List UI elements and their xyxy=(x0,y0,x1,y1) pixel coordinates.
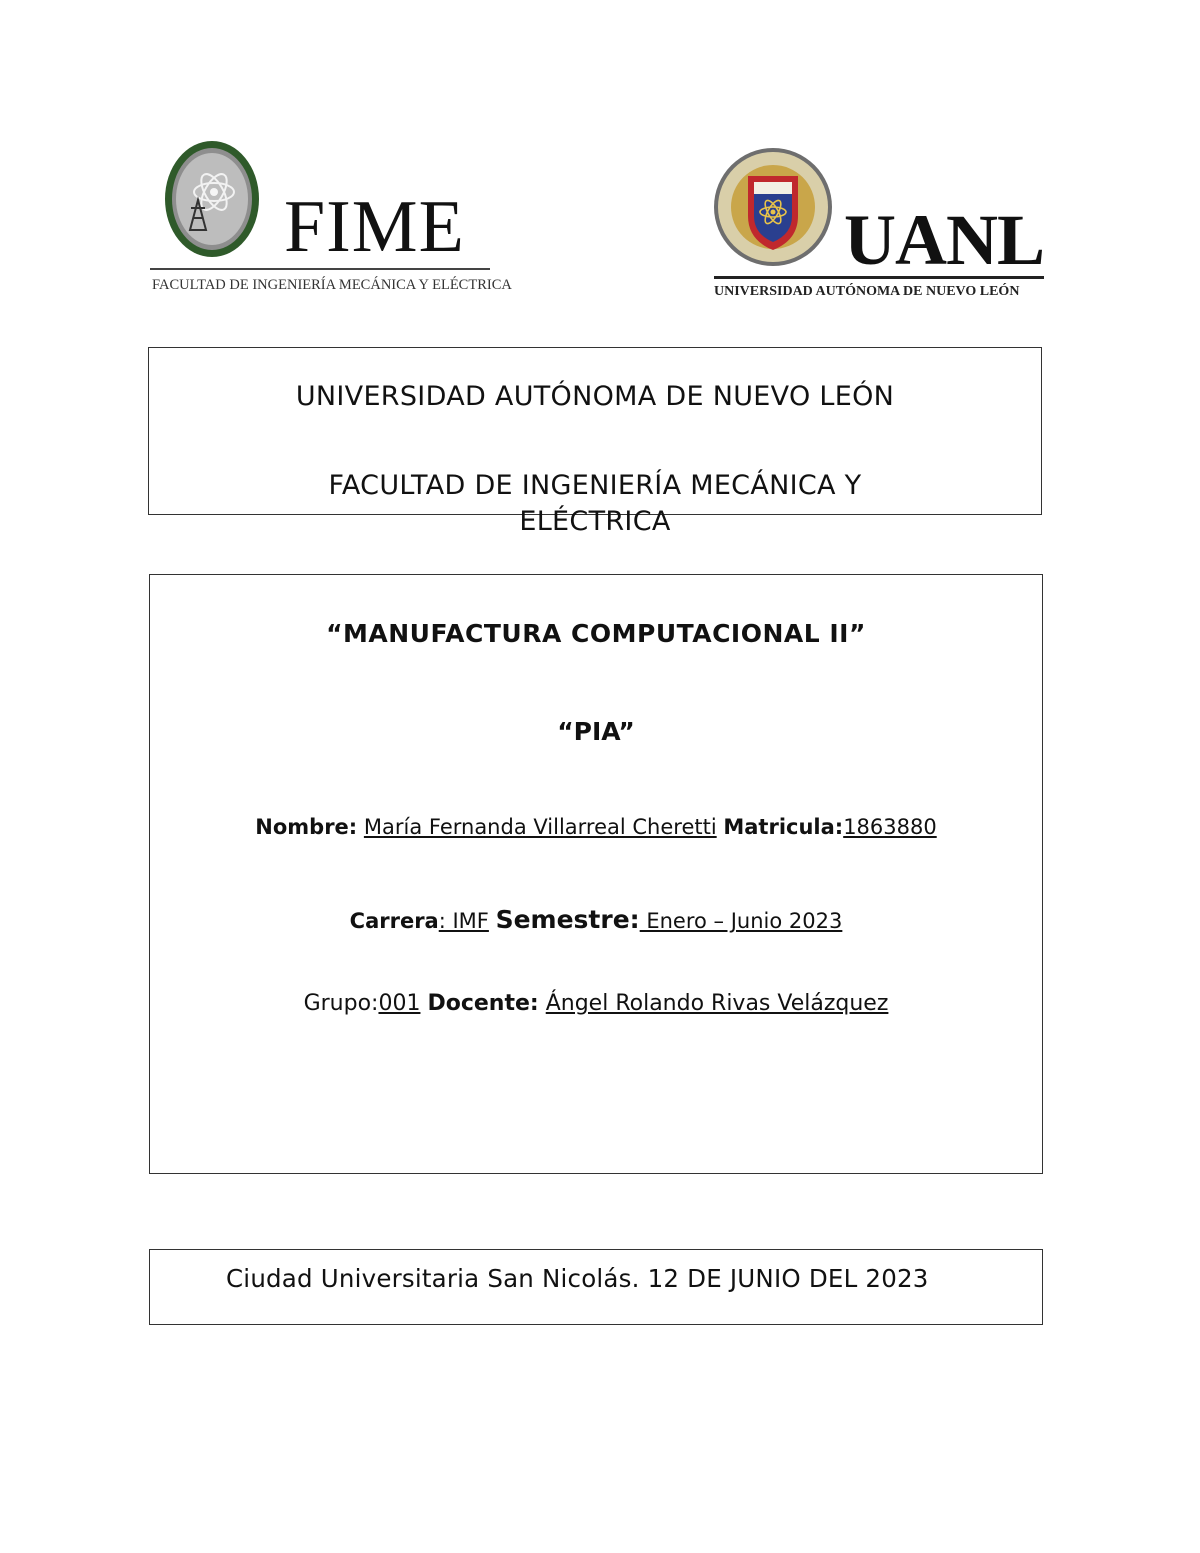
cover-info-box xyxy=(149,574,1043,1174)
carrera-label: Carrera xyxy=(349,909,439,933)
carrera-value: : IMF xyxy=(438,909,489,933)
uanl-logo-subtitle: UNIVERSIDAD AUTÓNOMA DE NUEVO LEÓN xyxy=(714,284,1020,299)
program-row xyxy=(150,905,1042,934)
semestre-value: Enero – Junio 2023 xyxy=(639,909,843,933)
grupo-value: 001 xyxy=(378,991,421,1016)
fime-divider xyxy=(150,268,490,270)
institution-box xyxy=(148,347,1042,537)
nombre-label: Nombre: xyxy=(255,815,358,839)
matricula-value: 1863880 xyxy=(843,815,937,839)
document-type: “PIA” xyxy=(557,717,635,746)
fime-wordmark: FIME xyxy=(284,186,465,268)
semestre-label: Semestre: xyxy=(495,905,640,934)
university-name: UNIVERSIDAD AUTÓNOMA DE NUEVO LEÓN xyxy=(295,381,895,412)
docente-label: Docente: xyxy=(427,991,539,1016)
uanl-divider xyxy=(714,276,1044,279)
student-row xyxy=(150,815,1042,839)
grupo-label: Grupo: xyxy=(303,991,379,1016)
nombre-value: María Fernanda Villarreal Cheretti xyxy=(363,815,717,839)
fime-seal-icon xyxy=(162,138,262,260)
fime-logo-subtitle: FACULTAD DE INGENIERÍA MECÁNICA Y ELÉCTRICA xyxy=(152,277,512,293)
faculty-name: FACULTAD DE INGENIERÍA MECÁNICA Y ELÉCTRICA xyxy=(328,470,862,537)
course-title: “MANUFACTURA COMPUTACIONAL II” xyxy=(326,619,866,648)
uanl-seal-icon xyxy=(712,146,834,268)
docente-value: Ángel Rolando Rivas Velázquez xyxy=(545,991,889,1016)
group-row xyxy=(150,991,1042,1016)
uanl-logo xyxy=(712,146,1052,306)
matricula-label: Matricula: xyxy=(723,815,844,839)
place-and-date: Ciudad Universitaria San Nicolás. 12 DE JUNIO DEL 2023 xyxy=(226,1264,929,1293)
fime-logo xyxy=(150,138,512,303)
uanl-wordmark: UANL xyxy=(844,200,1045,280)
footer-box xyxy=(149,1249,1043,1325)
